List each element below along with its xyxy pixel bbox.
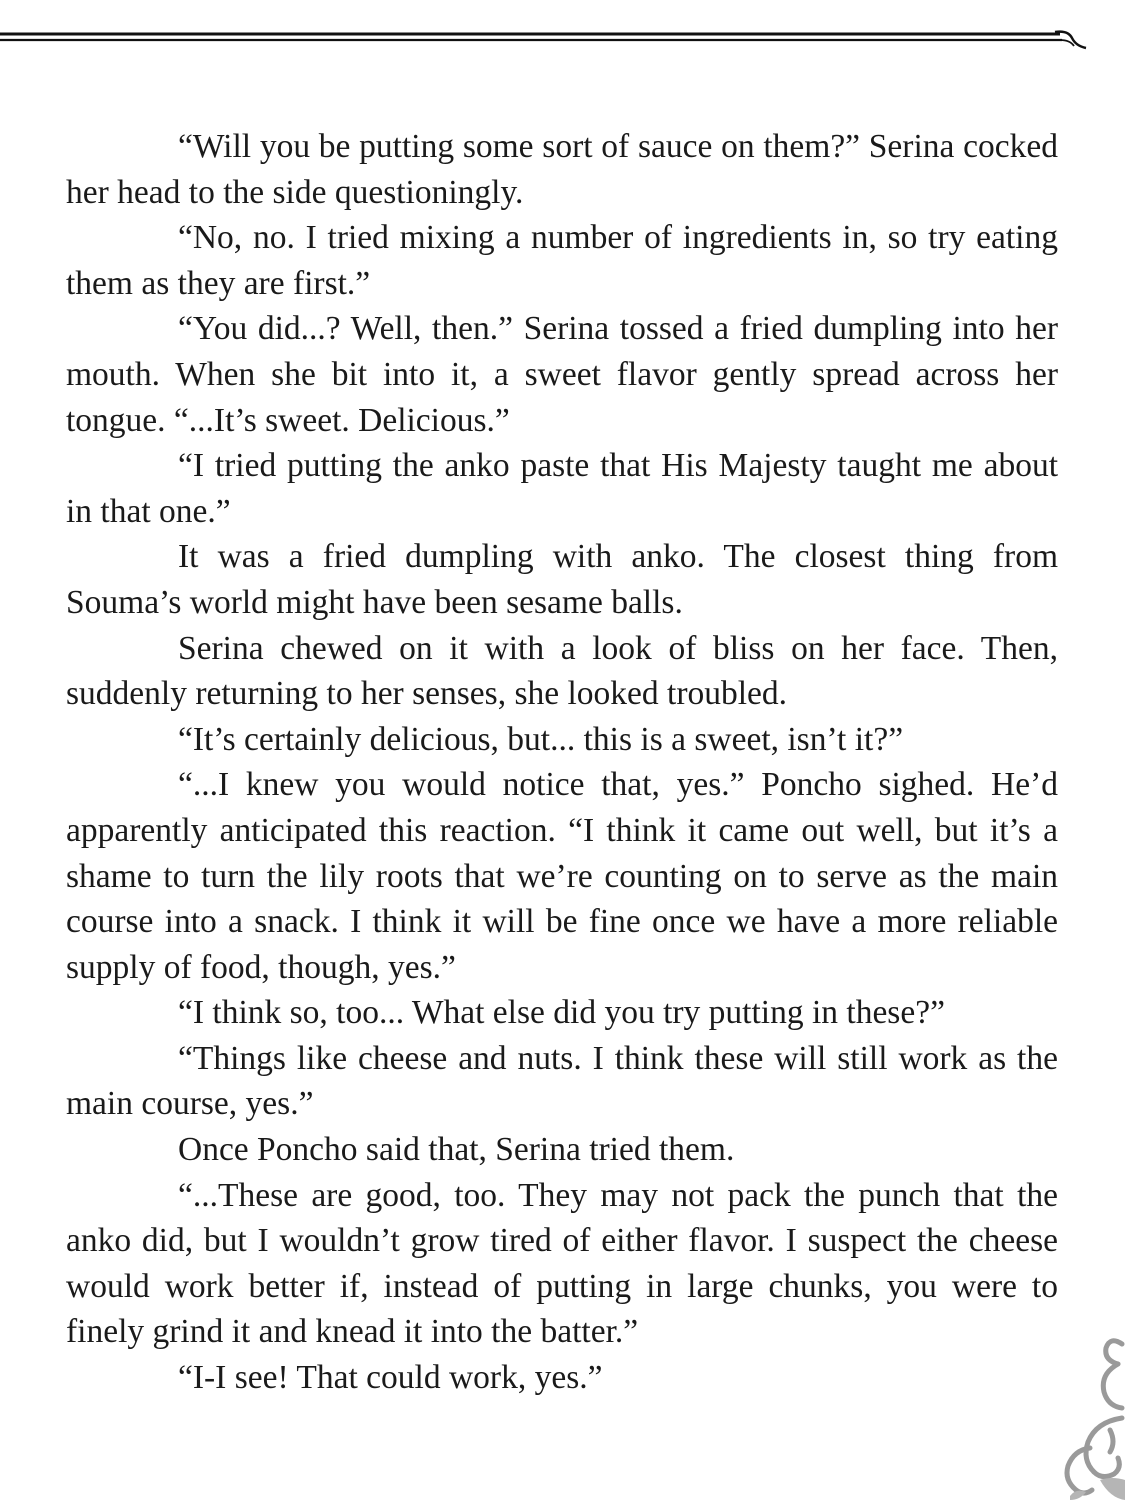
paragraph: “I tried putting the anko paste that His Majesty taught me about in that one.”: [66, 447, 1058, 530]
paragraph: “No, no. I tried mixing a number of ingredients in, so try eating them as they are first.”: [66, 219, 1058, 302]
paragraph: “Things like cheese and nuts. I think these will still work as the main course, yes.”: [66, 1039, 1058, 1123]
page-body-text: [66, 124, 1058, 1401]
paragraph: “...I knew you would notice that, yes.” Poncho sighed. He’d apparently anticipated this reaction. “I think it came out well, but it’s a shame to turn the lily roots that we’re counting on to serve as the main course into a snack. I think it will be fine once we have a more reliable supply of food, though, yes.”: [66, 766, 1058, 986]
paragraph: “...These are good, too. They may not pack the punch that the anko did, but I wouldn’t grow tired of either flavor. I suspect the cheese would work better if, instead of putting in large chunks, you were to finely grind it and knead it into the batter.”: [66, 1176, 1058, 1351]
paragraph: It was a fried dumpling with anko. The closest thing from Souma’s world might have been sesame balls.: [66, 538, 1058, 621]
paragraph: “Will you be putting some sort of sauce on them?” Serina cocked her head to the side questioningly.: [66, 128, 1058, 211]
filigree-corner-icon: [1030, 1330, 1125, 1500]
paragraph: “You did...? Well, then.” Serina tossed a fried dumpling into her mouth. When she bit into it, a sweet flavor gently spread across her tongue. “...It’s sweet. Delicious.”: [66, 310, 1058, 439]
paragraph: “I-I see! That could work, yes.”: [178, 1359, 603, 1397]
ornamental-rule-icon: [0, 22, 1090, 52]
paragraph: Once Poncho said that, Serina tried them.: [178, 1131, 735, 1169]
paragraph: “It’s certainly delicious, but... this is a sweet, isn’t it?”: [178, 720, 904, 758]
paragraph: “I think so, too... What else did you try putting in these?”: [178, 994, 945, 1032]
paragraph: Serina chewed on it with a look of bliss on her face. Then, suddenly returning to her senses, she looked troubled.: [66, 629, 1058, 713]
